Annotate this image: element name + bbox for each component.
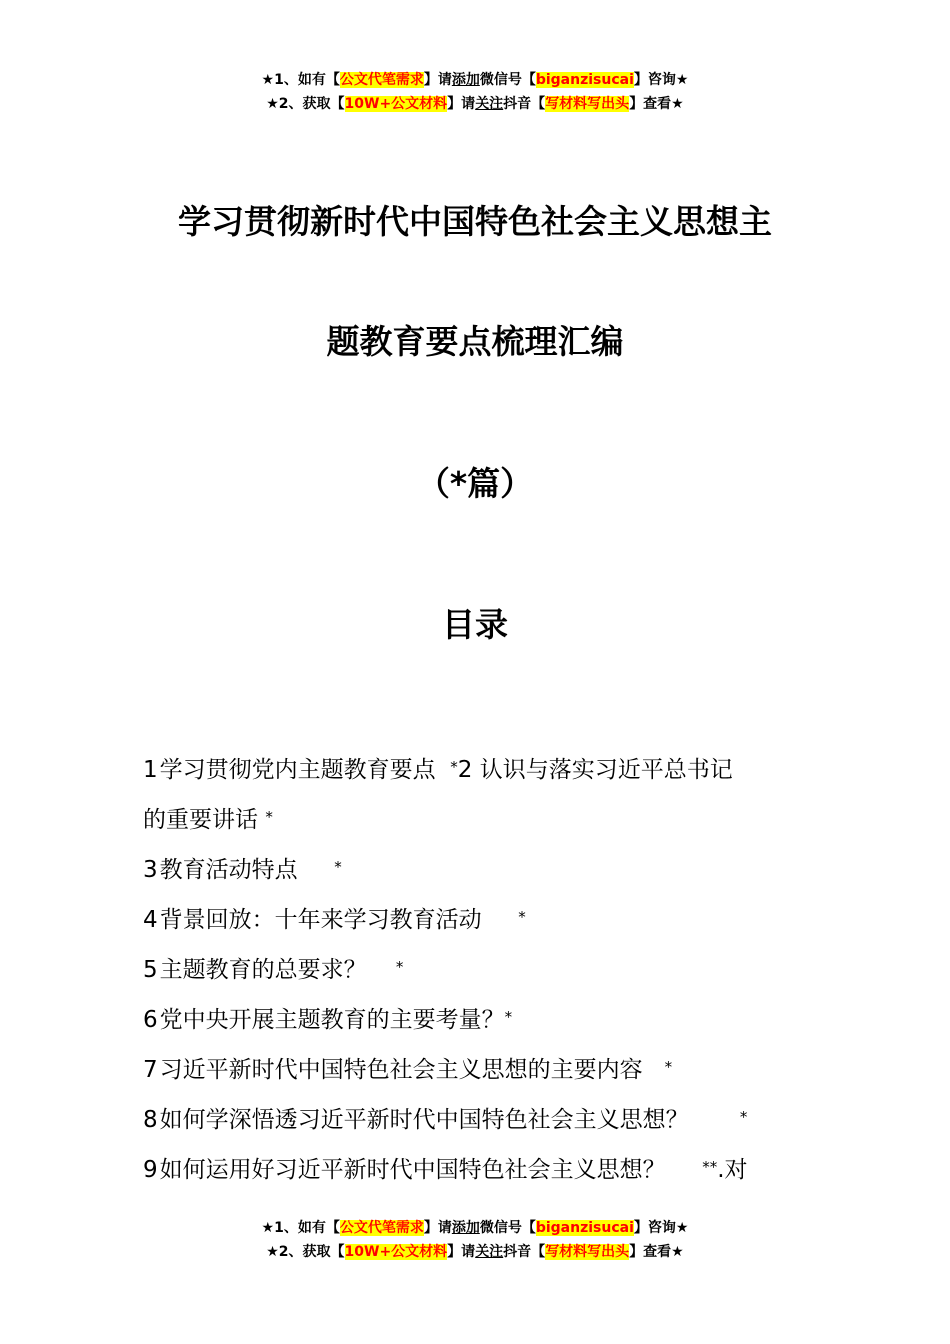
document-title-line-2: 题教育要点梳理汇编 xyxy=(326,322,624,361)
banner-text: 】请 xyxy=(447,1244,476,1260)
toc-row xyxy=(143,1092,823,1142)
toc-number: 3 xyxy=(143,857,158,883)
banner-highlight: 10W+公文材料 xyxy=(344,1244,448,1260)
banner-line-2 xyxy=(0,1240,950,1264)
toc-entry-text: 如何运用好习近平新时代中国特色社会主义思想？ xyxy=(159,1157,666,1183)
banner-underlined: 添加 xyxy=(451,1220,480,1236)
banner-text: 微信号【 xyxy=(479,72,536,88)
document-subtitle: （*篇） xyxy=(416,464,534,503)
toc-entry-text: 学习贯彻党内主题教育要点 xyxy=(159,757,436,783)
toc-entry-text: 教育活动特点 xyxy=(159,857,298,883)
banner-text: 】查看★ xyxy=(629,96,684,112)
banner-text: 】请 xyxy=(423,1220,452,1236)
toc-page-marker: * xyxy=(395,958,404,976)
banner-line-1 xyxy=(0,1216,950,1240)
footer-banner xyxy=(0,1216,950,1264)
toc-entry-text: 的重要讲话 xyxy=(143,807,258,833)
toc-entry-text: 背景回放：十年来学习教育活动 xyxy=(159,907,482,933)
banner-underlined: 关注 xyxy=(475,96,504,112)
toc-number: 7 xyxy=(143,1057,158,1083)
toc-row xyxy=(143,792,823,842)
toc-page-marker: * xyxy=(518,908,526,926)
toc-page-marker: * xyxy=(265,808,273,826)
toc-heading: 目录 xyxy=(442,605,508,644)
toc-number: 1 xyxy=(143,757,158,783)
toc-row xyxy=(143,892,823,942)
banner-wechat-id: biganzisucai xyxy=(535,1220,634,1236)
banner-text: ★2、获取【 xyxy=(266,1244,345,1260)
toc-number: 9 xyxy=(143,1157,158,1183)
banner-text: 】咨询★ xyxy=(633,1220,689,1236)
banner-text: 】请 xyxy=(423,72,452,88)
toc-entry-text: .对 xyxy=(717,1157,748,1183)
toc-row xyxy=(143,942,823,992)
banner-text: 抖音【 xyxy=(503,96,546,112)
banner-line-1 xyxy=(0,68,950,92)
banner-douyin-id: 写材料写出头 xyxy=(545,1244,630,1260)
toc-page-marker: * xyxy=(450,758,458,776)
banner-text: 】咨询★ xyxy=(633,72,689,88)
banner-text: 】请 xyxy=(447,96,476,112)
banner-line-2 xyxy=(0,92,950,116)
toc-entry-text: 2 认识与落实习近平总书记 xyxy=(457,757,733,783)
toc-row xyxy=(143,1142,823,1192)
banner-douyin-id: 写材料写出头 xyxy=(545,96,630,112)
table-of-contents xyxy=(143,742,823,1192)
toc-page-marker: * xyxy=(334,858,342,876)
banner-highlight: 公文代笔需求 xyxy=(339,1220,424,1236)
banner-text: ★1、如有【 xyxy=(261,72,340,88)
banner-text: 】查看★ xyxy=(629,1244,684,1260)
banner-text: 抖音【 xyxy=(503,1244,546,1260)
toc-entry-text: 习近平新时代中国特色社会主义思想的主要内容 xyxy=(159,1057,643,1083)
banner-text: ★1、如有【 xyxy=(261,1220,340,1236)
banner-text: 微信号【 xyxy=(479,1220,536,1236)
document-title-line-1: 学习贯彻新时代中国特色社会主义思想主 xyxy=(178,202,772,241)
toc-row xyxy=(143,1042,823,1092)
toc-page-marker: * xyxy=(739,1108,748,1126)
toc-page-marker: * xyxy=(664,1058,673,1076)
toc-entry-text: 主题教育的总要求？ xyxy=(159,957,367,983)
toc-entry-text: 如何学深悟透习近平新时代中国特色社会主义思想？ xyxy=(159,1107,689,1133)
banner-highlight: 10W+公文材料 xyxy=(344,96,448,112)
toc-number: 5 xyxy=(143,957,158,983)
toc-page-marker: ** xyxy=(702,1158,718,1176)
header-banner xyxy=(0,68,950,116)
toc-number: 6 xyxy=(143,1007,158,1033)
toc-entry-text: 党中央开展主题教育的主要考量？ xyxy=(159,1007,505,1033)
banner-underlined: 添加 xyxy=(451,72,480,88)
banner-wechat-id: biganzisucai xyxy=(535,72,634,88)
toc-row xyxy=(143,742,823,792)
toc-row xyxy=(143,842,823,892)
banner-underlined: 关注 xyxy=(475,1244,504,1260)
toc-number: 4 xyxy=(143,907,158,933)
toc-page-marker: * xyxy=(504,1008,513,1026)
banner-text: ★2、获取【 xyxy=(266,96,345,112)
banner-highlight: 公文代笔需求 xyxy=(339,72,424,88)
toc-number: 8 xyxy=(143,1107,158,1133)
toc-row xyxy=(143,992,823,1042)
